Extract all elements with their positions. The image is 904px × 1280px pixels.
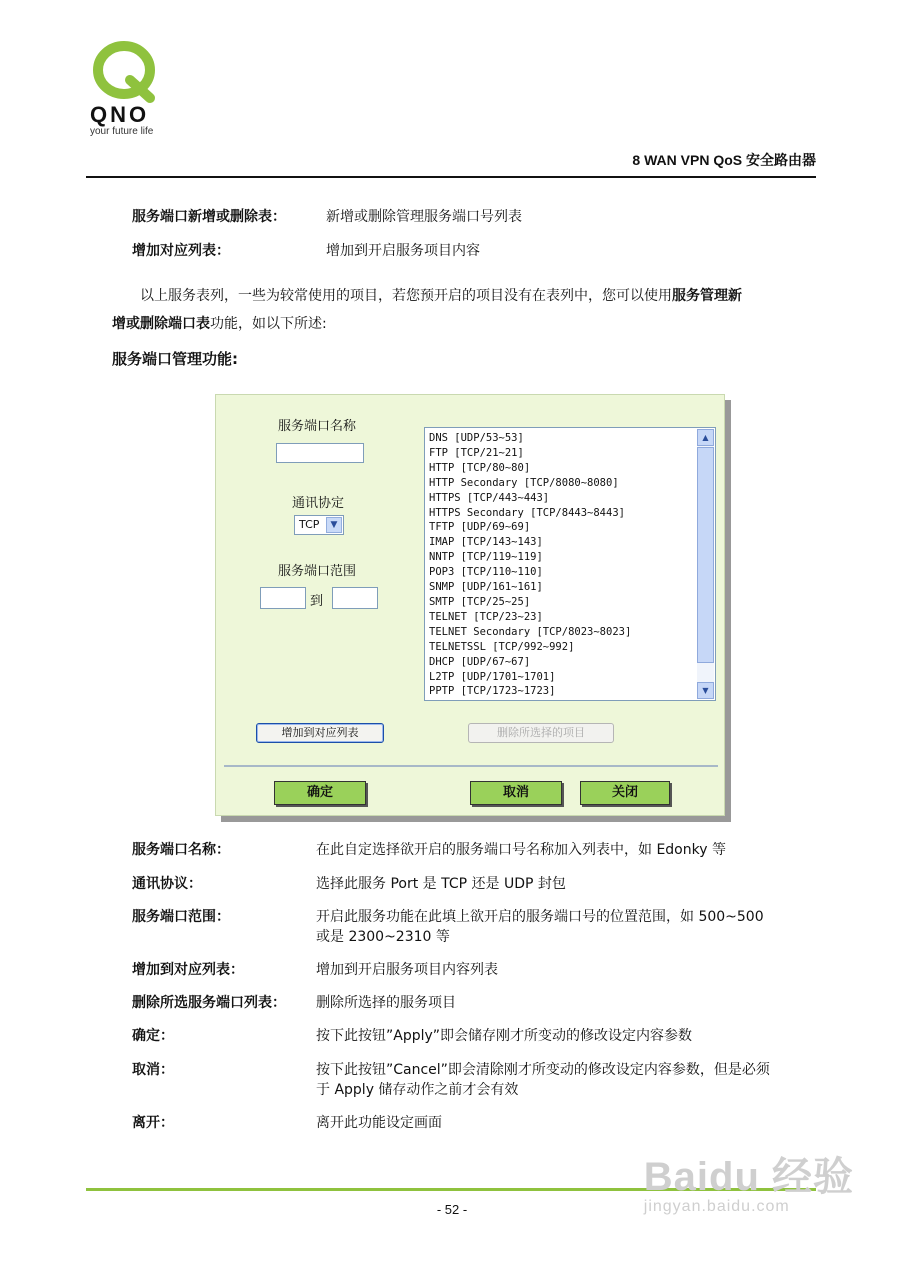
service-list-item[interactable]: FTP [TCP/21~21] [429,446,524,459]
def-desc-delete: 删除所选择的服务项目 [316,995,456,1011]
watermark-main: Baidu 经验 [643,1155,854,1199]
def-label-cancel: 取消： [132,1062,174,1078]
para-text-1: 以上服务表列，一些为较常使用的项目，若您预开启的项目没有在表列中，您可以使用 [140,288,672,304]
service-list-item[interactable]: HTTPS [TCP/443~443] [429,491,550,504]
service-list-item[interactable]: PPTP [TCP/1723~1723] [429,685,556,698]
intro-desc-1: 新增或删除管理服务端口号列表 [326,209,522,225]
page-number: - 52 - [436,1202,468,1217]
def-label-protocol: 通讯协议： [132,876,202,892]
def-label-add: 增加到对应列表： [132,962,244,978]
protocol-value: TCP [299,518,320,531]
def-desc-exit: 离开此功能设定画面 [316,1115,442,1131]
def-desc-range: 开启此服务功能在此填上欲开启的服务端口号的位置范围，如 500~500 [316,909,764,925]
delete-selected-button[interactable]: 删除所选择的项目 [468,723,614,743]
def-desc-cancel-cont: 于 Apply 储存动作之前才会有效 [316,1082,519,1098]
service-list-item[interactable]: NNTP [TCP/119~119] [429,551,543,564]
baidu-watermark [644,1145,854,1216]
add-to-list-button[interactable]: 增加到对应列表 [256,723,384,743]
scroll-down-icon[interactable]: ▼ [697,682,714,699]
service-list-item[interactable]: TFTP [UDP/69~69] [429,521,531,534]
document-title: 8 WAN VPN QoS 安全路由器 [632,152,816,168]
def-desc-ok: 按下此按钮”Apply”即会储存刚才所变动的修改设定内容参数 [316,1028,693,1044]
intro-label-1: 服务端口新增或删除表： [132,209,286,225]
intro-paragraph [112,282,802,338]
service-name-input[interactable] [276,443,364,463]
def-label-exit: 离开： [132,1115,174,1131]
def-label-delete: 删除所选服务端口列表： [132,995,286,1011]
chevron-down-icon[interactable]: ▼ [326,517,342,533]
def-desc-name: 在此自定选择欲开启的服务端口号名称加入列表中，如 Edonky 等 [316,842,726,858]
ok-button[interactable]: 确定 [274,781,366,805]
def-desc-range-cont: 或是 2300~2310 等 [316,929,450,945]
service-list-item[interactable]: SMTP [TCP/25~25] [429,595,531,608]
service-list-item[interactable]: HTTP [TCP/80~80] [429,461,531,474]
def-label-range: 服务端口范围： [132,909,230,925]
dialog-divider [224,765,718,767]
service-list-item[interactable]: POP3 [TCP/110~110] [429,566,543,579]
scroll-thumb[interactable] [697,447,714,663]
watermark-sub: jingyan.baidu.com [643,1198,790,1215]
qno-logo [88,40,170,140]
para-bold-2: 增或删除端口表 [112,316,210,332]
cancel-button[interactable]: 取消 [470,781,562,805]
para-bold-1: 服务管理新 [672,288,742,304]
service-list-item[interactable]: DNS [UDP/53~53] [429,432,524,444]
service-list-item[interactable]: L2TP [UDP/1701~1701] [429,670,556,683]
protocol-label: 通讯协定 [292,496,345,511]
port-range-end-input[interactable] [332,587,378,609]
service-port-dialog [215,394,725,816]
logo-tagline: your future life [90,126,154,137]
def-label-name: 服务端口名称： [132,842,230,858]
service-list-item[interactable]: DHCP [UDP/67~67] [429,655,531,668]
listbox-scrollbar[interactable] [697,429,714,699]
logo-wordmark: QNO [90,102,150,127]
def-desc-protocol: 选择此服务 Port 是 TCP 还是 UDP 封包 [316,876,566,892]
close-button[interactable]: 关闭 [580,781,670,805]
intro-desc-2: 增加到开启服务项目内容 [326,243,480,259]
service-list-item[interactable]: IMAP [TCP/143~143] [429,536,543,549]
port-range-start-input[interactable] [260,587,306,609]
service-list-item[interactable]: TELNET [TCP/23~23] [429,610,543,623]
service-list-item[interactable]: HTTP Secondary [TCP/8080~8080] [429,476,619,489]
service-name-label: 服务端口名称 [278,419,357,434]
scroll-up-icon[interactable]: ▲ [697,429,714,446]
service-list-item[interactable]: TELNET Secondary [TCP/8023~8023] [429,625,632,638]
header-divider [86,176,816,178]
def-label-ok: 确定： [132,1028,174,1044]
def-desc-cancel: 按下此按钮”Cancel”即会清除刚才所变动的修改设定内容参数，但是必须 [316,1062,770,1078]
para-text-2: 功能，如以下所述: [210,316,327,332]
section-heading: 服务端口管理功能: [112,350,238,368]
service-list-item[interactable]: SNMP [UDP/161~161] [429,581,543,594]
port-range-label: 服务端口范围 [278,564,357,579]
def-desc-add: 增加到开启服务项目内容列表 [316,962,498,978]
port-range-to-label: 到 [310,594,324,609]
service-listbox[interactable] [424,427,716,701]
service-list [429,431,693,699]
protocol-select[interactable] [294,515,344,535]
service-list-item[interactable]: HTTPS Secondary [TCP/8443~8443] [429,506,625,519]
intro-label-2: 增加对应列表： [132,243,230,259]
service-list-item[interactable]: TELNETSSL [TCP/992~992] [429,640,575,653]
